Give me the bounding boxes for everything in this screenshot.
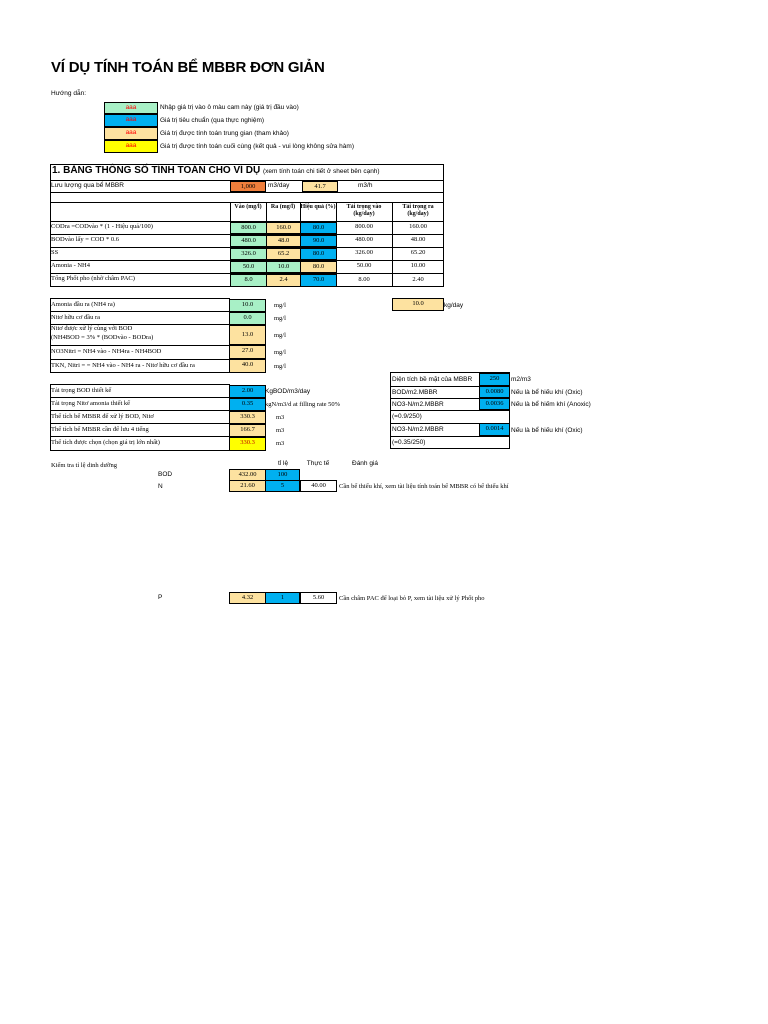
nutrient-col-ratio: tỉ lệ <box>277 460 289 467</box>
tkn-unit: mg/l <box>274 363 286 370</box>
row-label-tp: Tổng Phốt pho (nhờ châm PAC) <box>51 275 135 282</box>
legend-text-standard: Giá trị tiêu chuẩn (qua thực nghiệm) <box>160 117 265 124</box>
flow-hourly-unit: m3/h <box>358 182 373 189</box>
cell-bod-in[interactable]: 480.0 <box>230 235 267 247</box>
n-bod-value: 13.0 <box>229 325 266 345</box>
no3-nitri-label: NO3Nitri = NH4 vào - NH4ra - NH4BOD <box>51 348 162 355</box>
nutrient-n-ratio: 5 <box>265 480 300 492</box>
nh4-out-value[interactable]: 10.0 <box>229 299 266 312</box>
nutrient-p-ratio: 1 <box>265 592 300 604</box>
nh4-out-unit: mg/l <box>274 302 286 309</box>
nutrient-bod-value: 432.00 <box>229 469 266 481</box>
bod-m2-note: Nếu là bể hiếu khí (Oxic) <box>511 389 583 396</box>
cell-bod-out: 48.0 <box>266 235 301 247</box>
col-header-load-in: Tải trọng vào (kg/day) <box>346 204 382 217</box>
volume-selected-unit: m3 <box>276 440 285 447</box>
flow-label: Lưu lượng qua bể MBBR <box>51 182 124 189</box>
cell-nh4-load-in: 50.00 <box>356 262 372 269</box>
n-loading-value: 0.35 <box>229 398 266 411</box>
bod-loading-value: 2.00 <box>229 385 266 398</box>
n-loading-unit: kgN/m3/d at filling rate 50% <box>265 401 341 408</box>
volume-bod-n-value: 330.3 <box>229 411 266 424</box>
no3-oxic-value: 0.0014 <box>479 423 510 436</box>
row-label-nh4: Amonia - NH4 <box>51 262 90 269</box>
n-bod-unit: mg/l <box>274 332 286 339</box>
no3-anoxic-label: NO3-N/m2.MBBR <box>392 401 444 408</box>
surface-value: 250 <box>479 373 510 386</box>
nutrient-bod-ratio: 100 <box>265 469 300 481</box>
n-loading-label: Tải trọng Nitơ amonia thiết kế <box>51 400 131 407</box>
cell-tp-out: 2.4 <box>266 274 301 287</box>
nutrient-n-value: 21.60 <box>229 480 266 492</box>
bod-m2-value: 0.0080 <box>479 386 510 398</box>
volume-selected-label: Thể tích được chọn (chọn giá trị lớn nhất) <box>51 439 160 446</box>
n-bod-label2: (NH4BOD = 3% * (BODvào - BODra) <box>51 334 154 341</box>
legend-text-result: Giá trị được tính toán cuối cùng (kết quả - vui lòng không sửa hàm) <box>160 143 354 150</box>
cell-ss-eff: 80.0 <box>300 248 337 260</box>
volume-4h-unit: m3 <box>276 427 285 434</box>
col-header-eff: Hiệu quả (%) <box>300 204 336 210</box>
tkn-label: TKN, Nitri = = NH4 vào - NH4 ra - Nitơ hữu cơ đầu ra <box>51 362 195 369</box>
surface-unit: m2/m3 <box>511 376 531 383</box>
nutrient-p-value: 4.32 <box>229 592 266 604</box>
cell-nh4-load-out: 10.00 <box>410 262 426 269</box>
no3-oxic-note: Nếu là bể hiếu khí (Oxic) <box>511 427 583 434</box>
cell-tp-in[interactable]: 8.0 <box>230 274 267 287</box>
nutrient-p-actual: 5.60 <box>300 592 337 604</box>
cell-ss-load-in: 326.00 <box>355 249 373 256</box>
cell-bod-load-in: 480.00 <box>355 236 373 243</box>
volume-bod-n-unit: m3 <box>276 414 285 421</box>
nutrient-bod-name: BOD <box>158 471 173 478</box>
legend-sample-standard: aaa <box>104 114 158 127</box>
bod-loading-label: Tải trọng BOD thiết kế <box>51 387 112 394</box>
nutrient-heading: Kiểm tra tỉ lệ dinh dưỡng <box>51 462 117 469</box>
row-label-cod: CODra =CODvào * (1 - Hiệu quả/100) <box>51 223 153 230</box>
cell-cod-eff: 80.0 <box>300 222 337 234</box>
col-header-in: Vào (mg/l) <box>234 204 262 210</box>
nitrogen-side-value: 10.0 <box>392 298 444 311</box>
guide-label: Hướng dẫn: <box>51 90 86 97</box>
volume-4h-value: 166.7 <box>229 424 266 437</box>
row-label-ss: SS <box>51 249 59 256</box>
legend-text-intermediate: Giá trị được tính toán trung gian (tham khảo) <box>160 130 289 137</box>
flow-hourly: 41.7 <box>302 181 338 192</box>
cell-cod-load-out: 160.00 <box>409 223 427 230</box>
col-header-load-out: Tải trọng ra (kg/day) <box>402 204 434 217</box>
no3-oxic-label: NO3-N/m2.MBBR <box>392 426 444 433</box>
nutrient-n-actual: 40.00 <box>300 480 337 492</box>
section1-heading: 1. BẢNG THÔNG SỐ TÍNH TOÁN CHO VÍ DỤ (xem tính toán chi tiết ở sheet bên cạnh) <box>52 165 380 176</box>
page-title: VÍ DỤ TÍNH TOÁN BỂ MBBR ĐƠN GIẢN <box>51 59 325 76</box>
no3-anoxic-value: 0.0036 <box>479 398 510 410</box>
cell-ss-in[interactable]: 326.0 <box>230 248 267 260</box>
cell-tp-eff: 70.0 <box>300 274 337 287</box>
legend-sample-result: aaa <box>104 140 158 153</box>
tkn-value: 40.0 <box>229 359 266 373</box>
nh4-out-label: Amonia đầu ra (NH4 ra) <box>51 301 115 308</box>
nutrient-p-eval: Cần châm PAC để loại bỏ P, xem tài liệu xử lý Phốt pho <box>339 595 485 602</box>
cell-tp-load-out: 2.40 <box>412 276 424 283</box>
legend-sample-intermediate: aaa <box>104 127 158 140</box>
surface-label: Diện tích bề mặt của MBBR <box>392 376 473 383</box>
cell-nh4-out[interactable]: 10.0 <box>266 261 301 273</box>
nutrient-col-eval: Đánh giá <box>352 460 379 467</box>
no3-nitri-unit: mg/l <box>274 349 286 356</box>
bod-m2-label: BOD/m2.MBBR <box>392 389 438 396</box>
n-bod-label: Nitơ được xử lý cùng với BOD <box>51 325 133 332</box>
nutrient-n-name: N <box>158 483 163 490</box>
volume-bod-n-label: Thể tích bể MBBR để xử lý BOD, Nitơ <box>51 413 154 420</box>
nitrogen-side-unit: kg/day <box>444 302 464 309</box>
cell-nh4-in[interactable]: 50.0 <box>230 261 267 273</box>
volume-selected-value: 330.3 <box>229 437 266 451</box>
no3-oxic-formula: (=0.35/250) <box>392 439 426 446</box>
legend-sample-input: aaa <box>104 102 158 114</box>
no3-nitri-value: 27.0 <box>229 345 266 359</box>
flow-value[interactable]: 1,000 <box>230 181 266 192</box>
cell-cod-out: 160.0 <box>266 222 301 234</box>
cell-cod-in[interactable]: 800.0 <box>230 222 267 234</box>
bod-loading-unit: KgBOD/m3/day <box>265 388 311 395</box>
organic-n-label: Nitơ hữu cơ đầu ra <box>51 314 101 321</box>
nutrient-col-actual: Thực tế <box>306 460 330 467</box>
cell-bod-load-out: 48.00 <box>410 236 426 243</box>
cell-ss-out: 65.2 <box>266 248 301 260</box>
flow-unit: m3/day <box>268 182 290 189</box>
organic-n-value[interactable]: 0.0 <box>229 312 266 325</box>
cell-bod-eff: 90.0 <box>300 235 337 247</box>
no3-anoxic-formula: (=0.9/250) <box>392 413 422 420</box>
volume-4h-label: Thể tích bể MBBR cần để lưu 4 tiếng <box>51 426 149 433</box>
row-label-bod: BODvào lấy = COD * 0.6 <box>51 236 119 243</box>
cell-ss-load-out: 65.20 <box>410 249 426 256</box>
col-header-out: Ra (mg/l) <box>270 204 296 210</box>
nutrient-n-eval: Cần bể thiếu khí, xem tài liệu tính toán bể MBBR có bể thiếu khí <box>339 483 509 490</box>
organic-n-unit: mg/l <box>274 315 286 322</box>
nutrient-p-name: P <box>158 594 163 601</box>
cell-nh4-eff: 80.0 <box>300 261 337 273</box>
legend-text-input: Nhập giá trị vào ô màu cam này (giá trị đầu vào) <box>160 104 299 111</box>
no3-anoxic-note: Nếu là bể hiếm khí (Anoxic) <box>511 401 591 408</box>
cell-cod-load-in: 800.00 <box>355 223 373 230</box>
cell-tp-load-in: 8.00 <box>358 276 370 283</box>
